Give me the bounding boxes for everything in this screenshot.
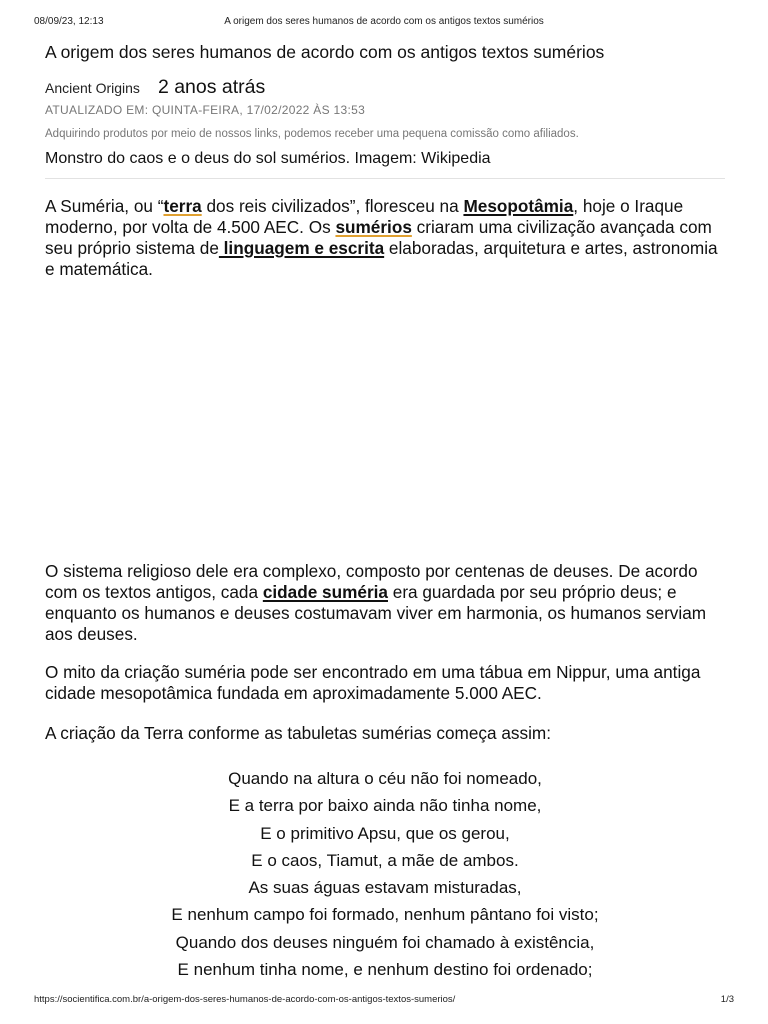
- text: elaboradas, arquitetura e artes, astronomia e matemática.: [45, 238, 718, 279]
- print-doc-title: A origem dos seres humanos de acordo com os antigos textos sumérios: [224, 16, 544, 27]
- poem-line: E o caos, Tiamut, a mãe de ambos.: [251, 850, 519, 870]
- article-meta: [45, 76, 725, 98]
- print-header: [0, 16, 768, 32]
- poem-line: Quando na altura o céu não foi nomeado,: [228, 769, 542, 788]
- print-footer: [0, 994, 768, 1008]
- text: criaram uma civilização avançada com seu próprio sistema de: [45, 217, 712, 258]
- page-url: https://socientifica.com.br/a-origem-dos-seres-humanos-de-acordo-com-os-antigos-textos-sumerios/: [34, 994, 456, 1005]
- paragraph-sumeria: [45, 196, 725, 280]
- updated-date: ATUALIZADO EM: QUINTA-FEIRA, 17/02/2022 ÀS 13:53: [45, 103, 366, 117]
- page-number: 1/3: [720, 994, 734, 1005]
- author-name[interactable]: Ancient Origins: [45, 80, 140, 96]
- poem-line: E nenhum campo foi formado, nenhum pântano foi visto;: [171, 905, 599, 925]
- poem-line: E o primitivo Apsu, que os gerou,: [260, 823, 510, 843]
- paragraph-religious-system: [45, 561, 725, 645]
- link-sumerios[interactable]: sumérios: [335, 217, 412, 237]
- text: era guardada por seu próprio deus; e enquanto os humanos e deuses costumavam viver em harmonia, os humanos serviam aos deuses.: [45, 582, 707, 644]
- text: O sistema religioso dele era complexo, composto por centenas de deuses. De acordo com os textos antigos, cada: [45, 561, 698, 602]
- text: , hoje o Iraque moderno, por volta de 4.500 AEC. Os: [45, 196, 684, 237]
- link-terra[interactable]: terra: [163, 196, 202, 216]
- poem-line: E nenhum tinha nome, e nenhum destino foi ordenado;: [177, 960, 593, 980]
- image-caption: Monstro do caos e o deus do sol sumérios. Imagem: Wikipedia: [45, 148, 725, 179]
- affiliate-disclaimer: Adquirindo produtos por meio de nossos links, podemos receber uma pequena comissão como afiliados.: [45, 128, 579, 140]
- poem-line: As suas águas estavam misturadas,: [248, 878, 522, 898]
- published-ago: 2 anos atrás: [157, 76, 266, 98]
- link-linguagem-escrita[interactable]: linguagem e escrita: [218, 238, 385, 258]
- link-cidade-sumeria[interactable]: cidade suméria: [262, 582, 388, 602]
- text: dos reis civilizados”, floresceu na: [201, 196, 464, 216]
- poem-block: [45, 765, 725, 983]
- text: A Suméria, ou “: [45, 196, 164, 216]
- article-title: A origem dos seres humanos de acordo com os antigos textos sumérios: [45, 42, 605, 62]
- paragraph-creation-intro: A criação da Terra conforme as tabuletas sumérias começa assim:: [45, 723, 551, 743]
- print-timestamp: 08/09/23, 12:13: [34, 16, 104, 27]
- article-header: [45, 40, 725, 179]
- poem-line: E a terra por baixo ainda não tinha nome,: [228, 796, 542, 816]
- link-mesopotamia[interactable]: Mesopotâmia: [463, 196, 574, 216]
- paragraph-creation-myth: O mito da criação suméria pode ser encontrado em uma tábua em Nippur, uma antiga cidade mesopotâmica fundada em aproximadamente 5.000 AEC.: [45, 662, 701, 703]
- poem-line: Quando dos deuses ninguém foi chamado à existência,: [175, 932, 595, 952]
